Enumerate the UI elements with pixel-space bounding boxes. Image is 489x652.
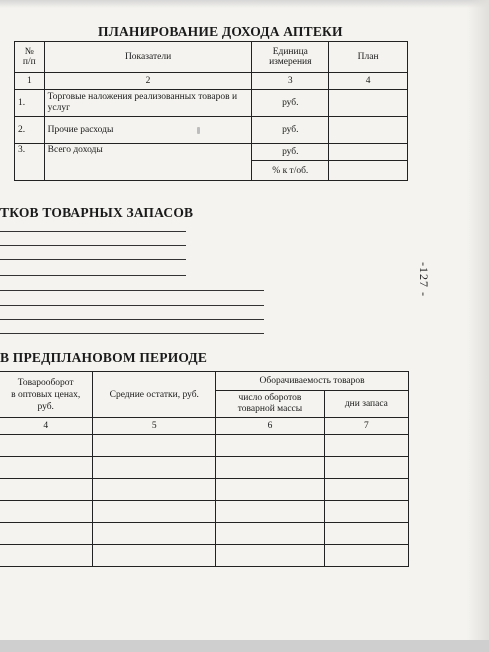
- row-indicator: Прочие расходы: [44, 117, 252, 144]
- column-number-row: [0, 418, 409, 435]
- row-number: 2.: [15, 117, 45, 144]
- blank-line: [0, 231, 186, 232]
- table-row: [0, 545, 409, 567]
- col-days-header: дни запаса: [324, 391, 408, 418]
- row-plan-percent: [329, 161, 408, 181]
- row-number: 1.: [15, 90, 45, 117]
- table-row: [15, 90, 408, 117]
- row-unit: руб.: [252, 117, 329, 144]
- table-row: [15, 117, 408, 144]
- table-row: [15, 144, 408, 161]
- table-header-row: [15, 42, 408, 73]
- col-plan-header: План: [329, 42, 408, 73]
- col-indicator-header: Показатели: [44, 42, 252, 73]
- blank-line: [0, 333, 264, 334]
- blank-line: [0, 259, 186, 260]
- row-unit: руб.: [252, 144, 329, 161]
- col-num-5: 5: [93, 418, 216, 435]
- col-num-3: 3: [252, 73, 329, 90]
- table-row: [0, 501, 409, 523]
- row-number: 3.: [15, 144, 45, 181]
- blank-line: [0, 290, 264, 291]
- row-indicator: Торговые наложения реализованных товаров и услуг: [44, 90, 252, 117]
- blank-line: [0, 275, 186, 276]
- blank-line: [0, 245, 186, 246]
- col-avg-stock-header: Средние остатки, руб.: [93, 372, 216, 418]
- scan-mark: [197, 127, 200, 134]
- table-header-row: [0, 372, 409, 391]
- row-indicator: Всего доходы: [44, 144, 252, 181]
- col-num-4: 4: [329, 73, 408, 90]
- table-row: [0, 523, 409, 545]
- row-plan: [329, 117, 408, 144]
- col-turnover-group-header: Оборачиваемость товаров: [216, 372, 409, 391]
- col-num-1: 1: [15, 73, 45, 90]
- row-unit-percent: % к т/об.: [252, 161, 329, 181]
- stock-section-title: ТКОВ ТОВАРНЫХ ЗАПАСОВ: [0, 205, 194, 220]
- row-plan: [329, 144, 408, 161]
- page-number: -127 -: [417, 262, 431, 297]
- col-turns-header: число оборотов товарной массы: [216, 391, 325, 418]
- table-row: [0, 435, 409, 457]
- table-row: [0, 457, 409, 479]
- blank-line: [0, 305, 264, 306]
- col-number-header: № п/п: [15, 42, 45, 73]
- turnover-table: [0, 371, 409, 567]
- col-unit-header: Единица измерения: [252, 42, 329, 73]
- row-plan: [329, 90, 408, 117]
- preplan-period-title: В ПРЕДПЛАНОВОМ ПЕРИОДЕ: [0, 350, 208, 365]
- income-planning-title: ПЛАНИРОВАНИЕ ДОХОДА АПТЕКИ: [98, 24, 343, 39]
- scan-right-shadow: [467, 0, 489, 640]
- income-table: [14, 41, 408, 181]
- table-row: [0, 479, 409, 501]
- col-num-6: 6: [216, 418, 325, 435]
- scan-bottom-edge: [0, 640, 489, 652]
- blank-line: [0, 319, 264, 320]
- row-unit: руб.: [252, 90, 329, 117]
- scan-top-shadow: [0, 0, 489, 8]
- col-num-4: 4: [0, 418, 93, 435]
- col-num-7: 7: [324, 418, 408, 435]
- col-num-2: 2: [44, 73, 252, 90]
- col-turnover-header: Товарооборот в оптовых ценах, руб.: [0, 372, 93, 418]
- column-number-row: [15, 73, 408, 90]
